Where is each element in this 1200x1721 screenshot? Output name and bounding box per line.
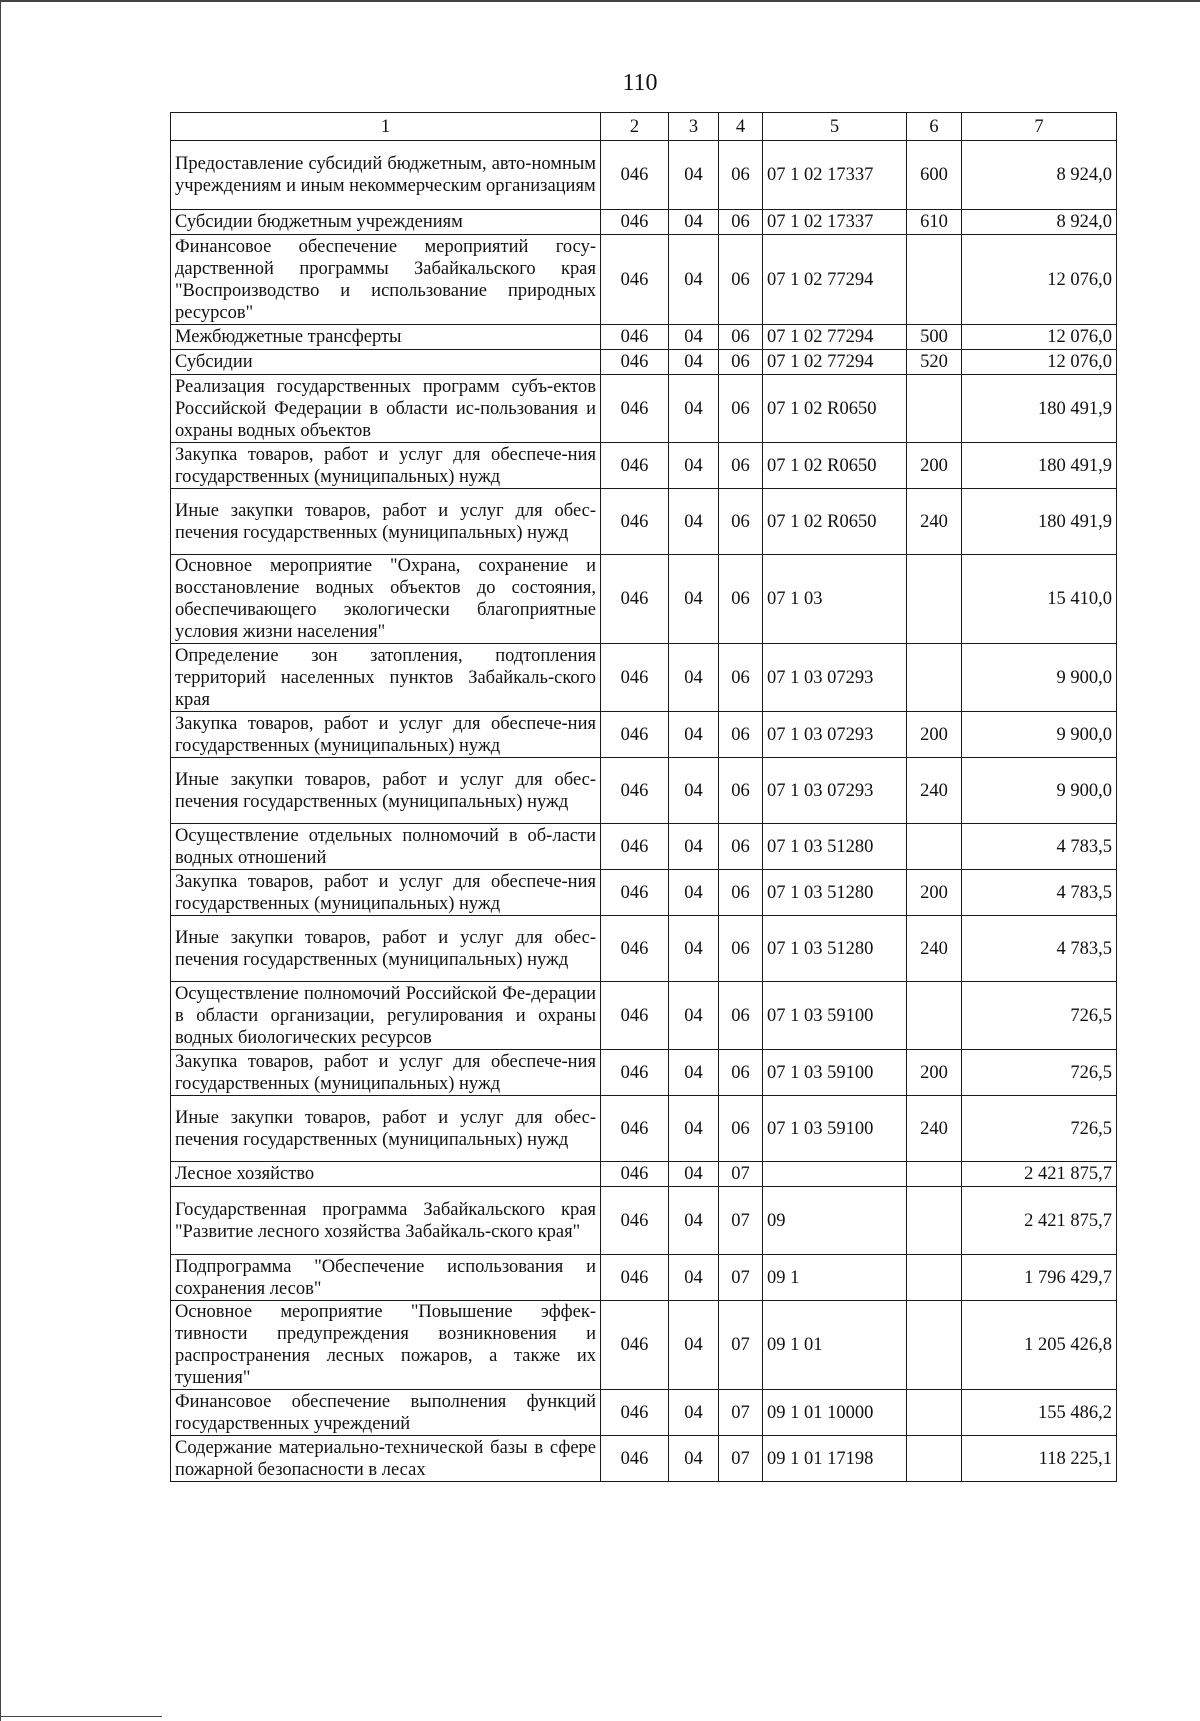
row-admin-code: 046 — [601, 1390, 669, 1436]
footnote-rule — [0, 1716, 162, 1717]
row-expense-type — [907, 375, 962, 443]
table-row — [171, 555, 1117, 644]
table-row — [171, 644, 1117, 712]
row-target-article: 07 1 03 51280 — [763, 824, 907, 870]
row-name: Иные закупки товаров, работ и услуг для обес-печения государственных (муниципальных) нужд — [171, 489, 601, 555]
row-subsection: 07 — [719, 1162, 763, 1187]
row-admin-code: 046 — [601, 870, 669, 916]
scan-border-top — [0, 0, 1200, 2]
table-header — [171, 113, 1117, 141]
row-subsection: 06 — [719, 712, 763, 758]
row-name: Лесное хозяйство — [171, 1162, 601, 1187]
table-row — [171, 1162, 1117, 1187]
row-expense-type — [907, 1255, 962, 1301]
row-admin-code: 046 — [601, 1162, 669, 1187]
row-name: Финансовое обеспечение мероприятий госу-дарственной программы Забайкальского края "Воспроизводство и использование природных ресурсов" — [171, 235, 601, 325]
row-amount: 8 924,0 — [962, 210, 1117, 235]
row-subsection: 06 — [719, 555, 763, 644]
row-admin-code: 046 — [601, 712, 669, 758]
row-subsection: 07 — [719, 1187, 763, 1255]
row-expense-type: 200 — [907, 443, 962, 489]
row-subsection: 06 — [719, 375, 763, 443]
row-subsection: 06 — [719, 489, 763, 555]
row-section: 04 — [669, 1050, 719, 1096]
row-expense-type — [907, 982, 962, 1050]
row-name: Финансовое обеспечение выполнения функций государственных учреждений — [171, 1390, 601, 1436]
row-subsection: 06 — [719, 141, 763, 210]
table-row — [171, 141, 1117, 210]
table-body — [171, 141, 1117, 1482]
row-subsection: 06 — [719, 1096, 763, 1162]
table-row — [171, 870, 1117, 916]
row-admin-code: 046 — [601, 235, 669, 325]
row-subsection: 07 — [719, 1436, 763, 1482]
table-row — [171, 443, 1117, 489]
row-admin-code: 046 — [601, 375, 669, 443]
row-section: 04 — [669, 325, 719, 350]
row-expense-type — [907, 1301, 962, 1390]
row-subsection: 06 — [719, 235, 763, 325]
row-name: Осуществление отдельных полномочий в об-ласти водных отношений — [171, 824, 601, 870]
row-expense-type — [907, 1390, 962, 1436]
row-name: Подпрограмма "Обеспечение использования и сохранения лесов" — [171, 1255, 601, 1301]
header-col-4: 4 — [719, 113, 763, 141]
row-target-article: 07 1 02 77294 — [763, 325, 907, 350]
row-amount: 4 783,5 — [962, 824, 1117, 870]
row-name: Межбюджетные трансферты — [171, 325, 601, 350]
header-col-2: 2 — [601, 113, 669, 141]
table-row — [171, 1436, 1117, 1482]
row-expense-type — [907, 555, 962, 644]
row-target-article: 07 1 03 07293 — [763, 712, 907, 758]
row-admin-code: 046 — [601, 1187, 669, 1255]
row-target-article: 07 1 03 51280 — [763, 916, 907, 982]
row-name: Субсидии бюджетным учреждениям — [171, 210, 601, 235]
table-row — [171, 1187, 1117, 1255]
row-amount: 2 421 875,7 — [962, 1162, 1117, 1187]
row-section: 04 — [669, 1390, 719, 1436]
row-target-article: 09 — [763, 1187, 907, 1255]
row-section: 04 — [669, 1162, 719, 1187]
row-amount: 4 783,5 — [962, 870, 1117, 916]
table-row — [171, 489, 1117, 555]
row-amount: 2 421 875,7 — [962, 1187, 1117, 1255]
row-subsection: 06 — [719, 1050, 763, 1096]
row-section: 04 — [669, 758, 719, 824]
row-name: Реализация государственных программ субъ-ектов Российской Федерации в области ис-пользования и охраны водных объектов — [171, 375, 601, 443]
row-section: 04 — [669, 1187, 719, 1255]
row-name: Иные закупки товаров, работ и услуг для обес-печения государственных (муниципальных) нужд — [171, 916, 601, 982]
row-admin-code: 046 — [601, 644, 669, 712]
row-target-article: 07 1 03 07293 — [763, 758, 907, 824]
row-admin-code: 046 — [601, 350, 669, 375]
row-section: 04 — [669, 644, 719, 712]
row-amount: 15 410,0 — [962, 555, 1117, 644]
row-subsection: 06 — [719, 350, 763, 375]
row-admin-code: 046 — [601, 1436, 669, 1482]
row-amount: 180 491,9 — [962, 375, 1117, 443]
row-amount: 180 491,9 — [962, 489, 1117, 555]
row-section: 04 — [669, 712, 719, 758]
row-section: 04 — [669, 350, 719, 375]
row-target-article: 07 1 02 77294 — [763, 350, 907, 375]
row-name: Субсидии — [171, 350, 601, 375]
table-row — [171, 1255, 1117, 1301]
row-subsection: 06 — [719, 325, 763, 350]
row-expense-type — [907, 824, 962, 870]
header-col-1: 1 — [171, 113, 601, 141]
row-subsection: 06 — [719, 644, 763, 712]
row-section: 04 — [669, 443, 719, 489]
row-admin-code: 046 — [601, 555, 669, 644]
row-amount: 726,5 — [962, 982, 1117, 1050]
row-target-article: 09 1 01 17198 — [763, 1436, 907, 1482]
row-amount: 118 225,1 — [962, 1436, 1117, 1482]
row-section: 04 — [669, 1096, 719, 1162]
table-row — [171, 824, 1117, 870]
row-target-article: 09 1 01 — [763, 1301, 907, 1390]
row-target-article: 07 1 02 R0650 — [763, 443, 907, 489]
row-amount: 1 205 426,8 — [962, 1301, 1117, 1390]
table-row — [171, 916, 1117, 982]
table-row — [171, 1050, 1117, 1096]
table-row — [171, 325, 1117, 350]
row-admin-code: 046 — [601, 1255, 669, 1301]
row-expense-type: 240 — [907, 489, 962, 555]
row-section: 04 — [669, 235, 719, 325]
row-target-article: 07 1 03 59100 — [763, 1050, 907, 1096]
row-target-article: 07 1 02 R0650 — [763, 489, 907, 555]
row-amount: 4 783,5 — [962, 916, 1117, 982]
row-subsection: 06 — [719, 210, 763, 235]
row-amount: 12 076,0 — [962, 350, 1117, 375]
row-section: 04 — [669, 1436, 719, 1482]
row-name: Предоставление субсидий бюджетным, авто-номным учреждениям и иным некоммерческим организациям — [171, 141, 601, 210]
row-expense-type: 610 — [907, 210, 962, 235]
row-amount: 180 491,9 — [962, 443, 1117, 489]
row-admin-code: 046 — [601, 1301, 669, 1390]
table-row — [171, 350, 1117, 375]
row-section: 04 — [669, 375, 719, 443]
row-subsection: 06 — [719, 982, 763, 1050]
row-expense-type — [907, 644, 962, 712]
header-col-5: 5 — [763, 113, 907, 141]
row-amount: 12 076,0 — [962, 235, 1117, 325]
row-admin-code: 046 — [601, 489, 669, 555]
row-name: Закупка товаров, работ и услуг для обеспече-ния государственных (муниципальных) нужд — [171, 870, 601, 916]
row-subsection: 07 — [719, 1301, 763, 1390]
row-expense-type: 600 — [907, 141, 962, 210]
table-row — [171, 375, 1117, 443]
row-name: Основное мероприятие "Охрана, сохранение и восстановление водных объектов до состояния, обеспечивающего экологически благоприятные условия жизни населения" — [171, 555, 601, 644]
row-section: 04 — [669, 1301, 719, 1390]
row-expense-type: 240 — [907, 758, 962, 824]
row-amount: 9 900,0 — [962, 758, 1117, 824]
row-section: 04 — [669, 489, 719, 555]
row-subsection: 06 — [719, 916, 763, 982]
row-section: 04 — [669, 1255, 719, 1301]
row-name: Определение зон затопления, подтопления территорий населенных пунктов Забайкаль-ского края — [171, 644, 601, 712]
row-amount: 1 796 429,7 — [962, 1255, 1117, 1301]
row-amount: 12 076,0 — [962, 325, 1117, 350]
row-subsection: 06 — [719, 824, 763, 870]
row-expense-type — [907, 235, 962, 325]
row-section: 04 — [669, 555, 719, 644]
table-row — [171, 712, 1117, 758]
row-target-article: 07 1 03 — [763, 555, 907, 644]
row-target-article: 07 1 02 17337 — [763, 210, 907, 235]
row-admin-code: 046 — [601, 141, 669, 210]
row-target-article: 07 1 03 59100 — [763, 982, 907, 1050]
row-section: 04 — [669, 870, 719, 916]
row-target-article: 09 1 — [763, 1255, 907, 1301]
header-col-3: 3 — [669, 113, 719, 141]
row-subsection: 07 — [719, 1255, 763, 1301]
row-target-article: 07 1 03 51280 — [763, 870, 907, 916]
row-name: Иные закупки товаров, работ и услуг для обес-печения государственных (муниципальных) нужд — [171, 758, 601, 824]
header-col-7: 7 — [962, 113, 1117, 141]
row-target-article: 07 1 03 59100 — [763, 1096, 907, 1162]
row-admin-code: 046 — [601, 758, 669, 824]
row-amount: 9 900,0 — [962, 712, 1117, 758]
scan-border-left — [0, 0, 1, 1721]
row-subsection: 06 — [719, 870, 763, 916]
row-amount: 9 900,0 — [962, 644, 1117, 712]
row-target-article: 07 1 02 R0650 — [763, 375, 907, 443]
row-admin-code: 046 — [601, 1050, 669, 1096]
table-row — [171, 982, 1117, 1050]
row-name: Закупка товаров, работ и услуг для обеспече-ния государственных (муниципальных) нужд — [171, 443, 601, 489]
row-expense-type — [907, 1187, 962, 1255]
row-section: 04 — [669, 141, 719, 210]
row-section: 04 — [669, 824, 719, 870]
row-subsection: 06 — [719, 443, 763, 489]
row-name: Государственная программа Забайкальского края "Развитие лесного хозяйства Забайкаль-ского края" — [171, 1187, 601, 1255]
row-target-article: 09 1 01 10000 — [763, 1390, 907, 1436]
row-section: 04 — [669, 916, 719, 982]
row-expense-type: 500 — [907, 325, 962, 350]
row-expense-type: 240 — [907, 1096, 962, 1162]
header-row — [171, 113, 1117, 141]
row-target-article: 07 1 03 07293 — [763, 644, 907, 712]
row-admin-code: 046 — [601, 443, 669, 489]
row-amount: 726,5 — [962, 1050, 1117, 1096]
row-name: Закупка товаров, работ и услуг для обеспече-ния государственных (муниципальных) нужд — [171, 1050, 601, 1096]
row-section: 04 — [669, 982, 719, 1050]
row-admin-code: 046 — [601, 1096, 669, 1162]
row-admin-code: 046 — [601, 982, 669, 1050]
table-row — [171, 758, 1117, 824]
row-amount: 726,5 — [962, 1096, 1117, 1162]
row-expense-type: 200 — [907, 712, 962, 758]
row-admin-code: 046 — [601, 210, 669, 235]
row-subsection: 06 — [719, 758, 763, 824]
row-name: Осуществление полномочий Российской Фе-дерации в области организации, регулирования и охраны водных биологических ресурсов — [171, 982, 601, 1050]
table-row — [171, 210, 1117, 235]
row-expense-type: 200 — [907, 1050, 962, 1096]
row-target-article — [763, 1162, 907, 1187]
row-name: Основное мероприятие "Повышение эффек-тивности предупреждения возникновения и распространения лесных пожаров, а также их тушения" — [171, 1301, 601, 1390]
row-admin-code: 046 — [601, 916, 669, 982]
row-amount: 8 924,0 — [962, 141, 1117, 210]
table-row — [171, 1301, 1117, 1390]
row-expense-type — [907, 1162, 962, 1187]
row-name: Закупка товаров, работ и услуг для обеспече-ния государственных (муниципальных) нужд — [171, 712, 601, 758]
row-expense-type: 240 — [907, 916, 962, 982]
header-col-6: 6 — [907, 113, 962, 141]
table-row — [171, 1096, 1117, 1162]
budget-table — [170, 112, 1117, 1482]
row-target-article: 07 1 02 77294 — [763, 235, 907, 325]
row-admin-code: 046 — [601, 325, 669, 350]
table-row — [171, 1390, 1117, 1436]
row-target-article: 07 1 02 17337 — [763, 141, 907, 210]
row-subsection: 07 — [719, 1390, 763, 1436]
row-expense-type: 520 — [907, 350, 962, 375]
row-name: Содержание материально-технической базы в сфере пожарной безопасности в лесах — [171, 1436, 601, 1482]
row-section: 04 — [669, 210, 719, 235]
row-amount: 155 486,2 — [962, 1390, 1117, 1436]
table-row — [171, 235, 1117, 325]
page-number: 110 — [622, 70, 658, 96]
row-admin-code: 046 — [601, 824, 669, 870]
row-expense-type: 200 — [907, 870, 962, 916]
row-name: Иные закупки товаров, работ и услуг для обес-печения государственных (муниципальных) нужд — [171, 1096, 601, 1162]
row-expense-type — [907, 1436, 962, 1482]
